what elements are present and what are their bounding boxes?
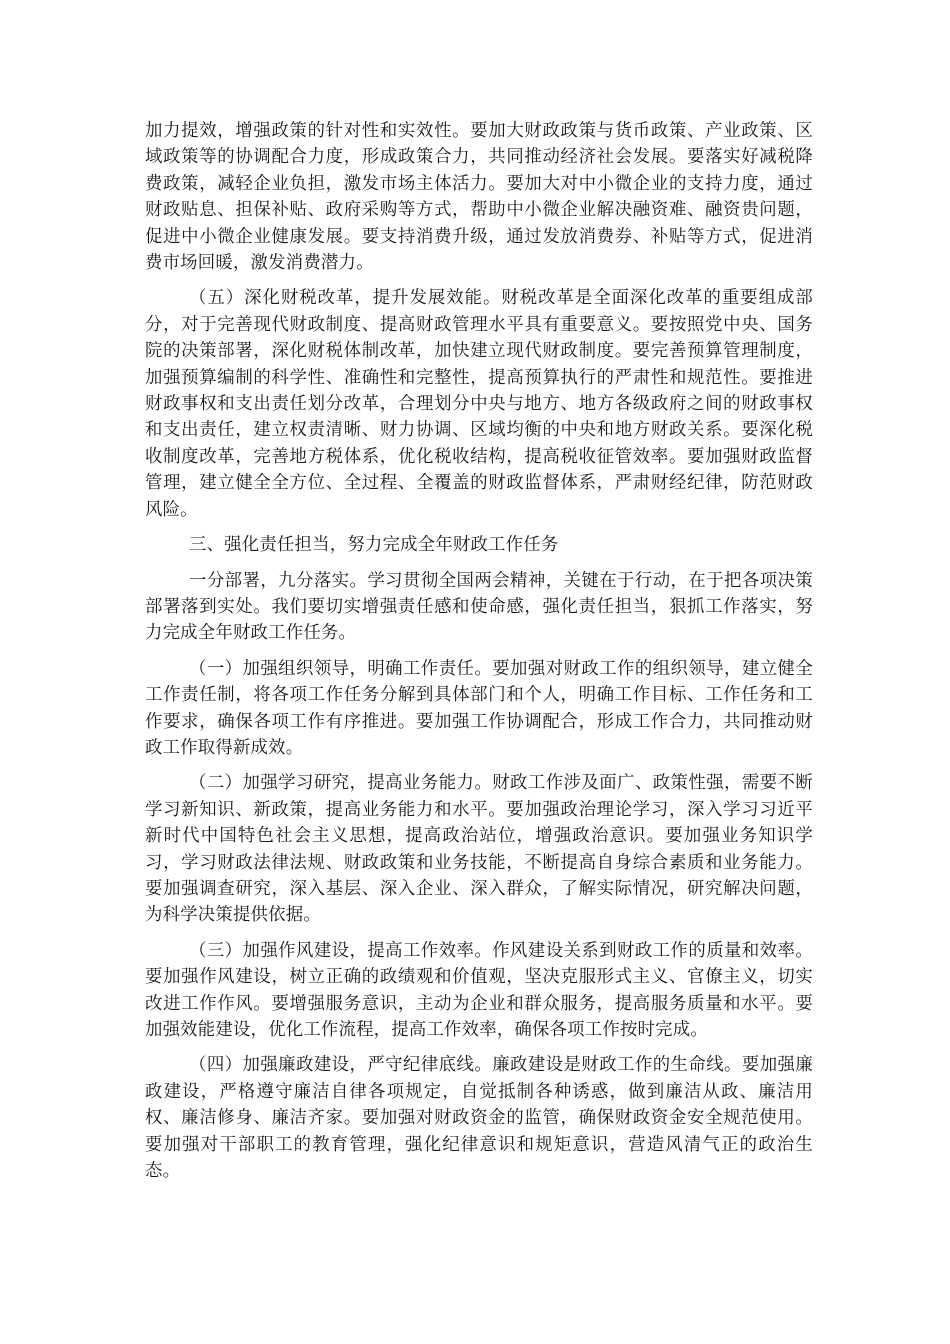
section-heading-strengthen-responsibility: 三、强化责任担当，努力完成全年财政工作任务 <box>189 535 559 556</box>
paragraph-organization-leadership: （一）加强组织领导，明确工作责任。要加强对财政工作的组织领导，建立健全工作责任制，将各项工作任务分解到具体部门和个人，明确工作目标、工作任务和工作要求，确保各项工作有序推进。要加强工作协调配合，形成工作合力，共同推动财政工作取得新成效。 <box>145 658 813 758</box>
paragraph-study-research: （二）加强学习研究，提高业务能力。财政工作涉及面广、政策性强，需要不断学习新知识、新政策，提高业务能力和水平。要加强政治理论学习，深入学习习近平新时代中国特色社会主义思想，提高政治站位，增强政治意识。要加强业务知识学习，学习财政法律法规、财政政策和业务技能，不断提高自身综合素质和业务能力。要加强调查研究，深入基层、深入企业、深入群众，了解实际情况，研究解决问题，为科学决策提供依据。 <box>145 773 813 926</box>
paragraph-deepen-fiscal-reform: （五）深化财税改革，提升发展效能。财税改革是全面深化改革的重要组成部分，对于完善现代财政制度、提高财政管理水平具有重要意义。要按照党中央、国务院的决策部署，深化财税体制改革，加快建立现代财政制度。要完善预算管理制度，加强预算编制的科学性、准确性和完整性，提高预算执行的严肃性和规范性。要推进财政事权和支出责任划分改革，合理划分中央与地方、地方各级政府之间的财政事权和支出责任，建立权责清晰、财力协调、区域均衡的中央和地方财政关系。要深化税收制度改革，完善地方税体系，优化税收结构，提高税收征管效率。要加强财政监督管理，建立健全全方位、全过程、全覆盖的财政监督体系，严肃财经纪律，防范财政风险。 <box>145 288 813 520</box>
paragraph-continuation: 加力提效，增强政策的针对性和实效性。要加大财政政策与货币政策、产业政策、区域政策等的协调配合力度，形成政策合力，共同推动经济社会发展。要落实好减税降费政策，减轻企业负担，激发市场主体活力。要加大对中小微企业的支持力度，通过财政贴息、担保补贴、政府采购等方式，帮助中小微企业解决融资难、融资贵问题，促进中小微企业健康发展。要支持消费升级，通过发放消费券、补贴等方式，促进消费市场回暖，激发消费潜力。 <box>145 121 813 274</box>
document-body <box>145 118 813 1193</box>
paragraph-work-style: （三）加强作风建设，提高工作效率。作风建设关系到财政工作的质量和效率。要加强作风建设，树立正确的政绩观和价值观，坚决克服形式主义、官僚主义，切实改进工作作风。要增强服务意识，主动为企业和群众服务，提高服务质量和水平。要加强效能建设，优化工作流程，提高工作效率，确保各项工作按时完成。 <box>145 940 813 1040</box>
paragraph-integrity: （四）加强廉政建设，严守纪律底线。廉政建设是财政工作的生命线。要加强廉政建设，严格遵守廉洁自律各项规定，自觉抵制各种诱惑，做到廉洁从政、廉洁用权、廉洁修身、廉洁齐家。要加强对财政资金的监管，确保财政资金安全规范使用。要加强对干部职工的教育管理，强化纪律意识和规矩意识，营造风清气正的政治生态。 <box>145 1055 813 1182</box>
paragraph-implementation-intro: 一分部署，九分落实。学习贯彻全国两会精神，关键在于行动，在于把各项决策部署落到实处。我们要切实增强责任感和使命感，强化责任担当，狠抓工作落实，努力完成全年财政工作任务。 <box>145 570 813 644</box>
